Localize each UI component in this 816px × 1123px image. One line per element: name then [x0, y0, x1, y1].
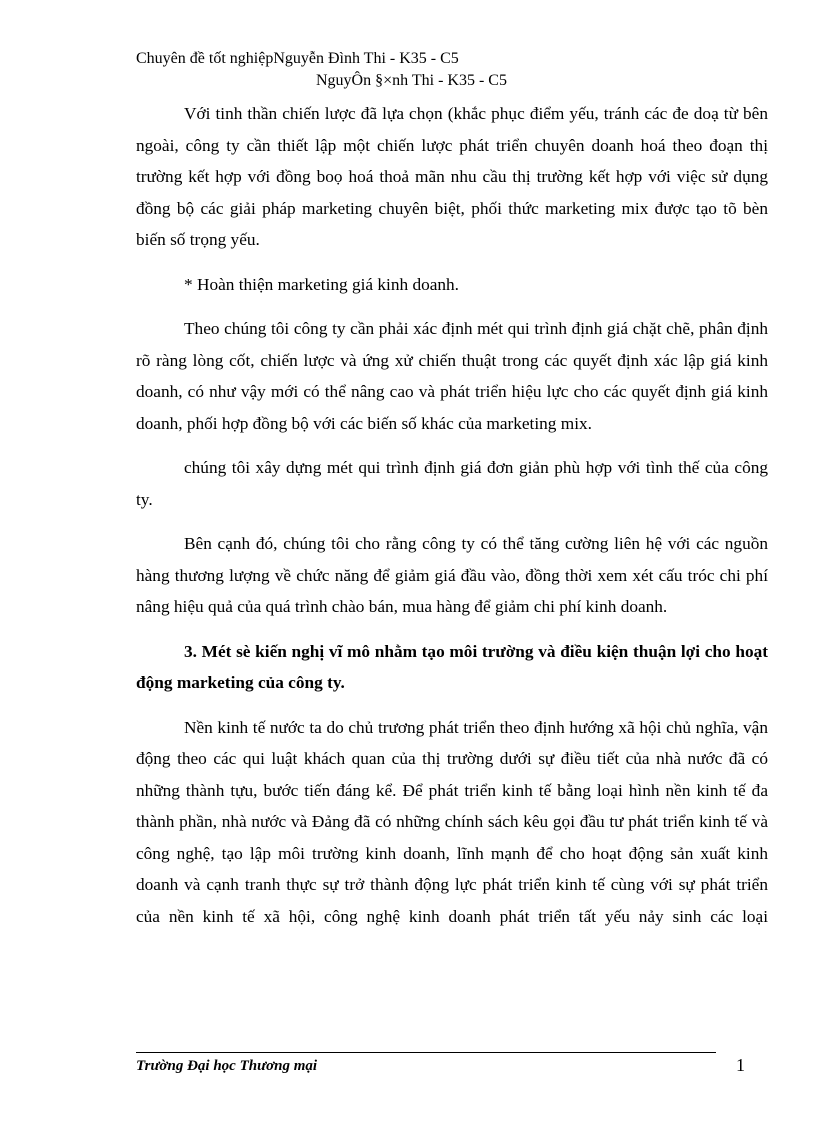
header-line-2: NguyÔn §×nh Thi - K35 - C5: [316, 72, 507, 89]
page-number: 1: [736, 1055, 745, 1075]
section-heading: 3. Mét sè kiến nghị vĩ mô nhằm tạo môi trường và điều kiện thuận lợi cho hoạt động marketing của công ty.: [136, 641, 768, 692]
paragraph-strategy: Với tinh thần chiến lược đã lựa chọn (khắc phục điểm yếu, tránh các đe doạ từ bên ngoài, công ty cần thiết lập một chiến lược phát triển chuyên doanh hoá theo đoạn thị trường kết hợp với đồng boọ hoá thoả mãn nhu cầu thị trường kết hợp với việc sử dụng đồng bộ các giải pháp marketing chuyên biệt, phối thức marketing mix được tạo tõ bèn biến số trọng yếu.: [136, 104, 768, 249]
document-body: [136, 98, 768, 945]
footer-school-name: Trường Đại học Thương mại: [136, 1058, 318, 1074]
page-header: [136, 48, 507, 92]
bullet-price-marketing: * Hoàn thiện marketing giá kinh doanh.: [184, 274, 459, 294]
header-line-1: Chuyên đề tốt nghiệpNguyễn Đình Thi - K35 - C5: [136, 50, 459, 67]
paragraph-simple-pricing: chúng tôi xây dựng mét qui trình định giá đơn giản phù hợp với tình thế của công ty.: [136, 458, 768, 509]
footer-divider: [136, 1052, 716, 1053]
paragraph-pricing-process: Theo chúng tôi công ty cần phải xác định mét qui trình định giá chặt chẽ, phân định rõ ràng lòng cốt, chiến lược và ứng xử chiến thuật trong các quyết định xác lập giá kinh doanh, có như vậy mới có thể nâng cao và phát triển hiệu lực cho các quyết định giá kinh doanh, phối hợp đồng bộ với các biến số khác của marketing mix.: [136, 319, 768, 433]
paragraph-macro-economy: Nền kinh tế nước ta do chủ trương phát triển theo định hướng xã hội chủ nghĩa, vận động theo các qui luật khách quan của thị trường dưới sự điều tiết của nhà nước đã có những thành tựu, bước tiến đáng kể. Để phát triển kinh tế bằng loại hình nền kinh tế đa thành phần, nhà nước và Đảng đã có những chính sách kêu gọi đầu tư phát triển kinh tế và công nghệ, tạo lập môi trường kinh doanh, lĩnh mạnh để cho hoạt động sản xuất kinh doanh và cạnh tranh thực sự trở thành động lực phát triển kinh tế cùng với sự phát triển của nền kinh tế xã hội, công nghệ kinh doanh phát triển tất yếu nảy sinh các loại: [136, 717, 768, 926]
paragraph-supplier-relations: Bên cạnh đó, chúng tôi cho rằng công ty có thể tăng cường liên hệ với các nguồn hàng thương lượng về chức năng để giảm giá đầu vào, đồng thời xem xét cấu tróc chi phí nâng hiệu quả của quá trình chào bán, mua hàng để giảm chi phí kinh doanh.: [136, 534, 768, 616]
